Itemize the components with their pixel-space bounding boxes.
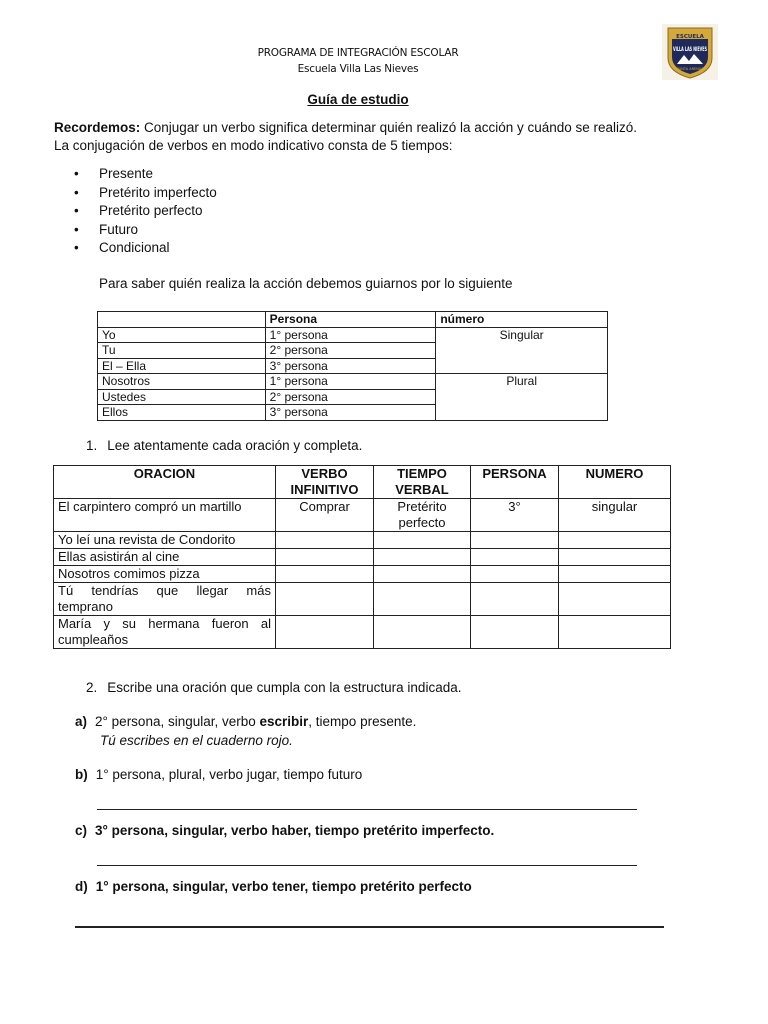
answer-cell[interactable]	[559, 532, 671, 549]
persona-cell: 3°	[471, 499, 559, 532]
oracion-cell: Nosotros comimos pizza	[54, 566, 276, 583]
table-header-row	[98, 312, 608, 328]
intro-bold: Recordemos:	[54, 120, 141, 135]
item-b	[75, 766, 362, 784]
header-line: TIEMPO	[397, 466, 447, 481]
answer-cell[interactable]	[471, 583, 559, 616]
item-label: a)	[75, 714, 88, 729]
persona-table	[97, 311, 608, 421]
question-number: 1.	[86, 438, 98, 453]
table-row	[54, 532, 671, 549]
question-text: Lee atentamente cada oración y completa.	[107, 438, 363, 453]
cell-line: Pretérito	[397, 499, 447, 514]
table-header	[374, 466, 471, 499]
persona-cell: 3° persona	[265, 358, 436, 374]
logo-name-text: VILLA LAS NIEVES	[673, 46, 707, 53]
list-item: • Condicional	[54, 239, 217, 258]
school-logo	[662, 24, 718, 80]
tenses-list	[54, 165, 217, 258]
logo-top-text: ESCUELA	[676, 34, 704, 40]
item-label: b)	[75, 767, 88, 782]
answer-cell[interactable]	[559, 549, 671, 566]
pronoun-cell: Ustedes	[98, 389, 266, 405]
table-header: PERSONA	[471, 466, 559, 499]
oracion-cell	[54, 583, 276, 616]
answer-cell[interactable]	[374, 583, 471, 616]
item-a	[75, 713, 416, 731]
answer-line-c[interactable]	[97, 865, 637, 866]
table-row	[54, 566, 671, 583]
table-row	[54, 616, 671, 649]
oracion-cell: Ellas asistirán al cine	[54, 549, 276, 566]
table-header	[276, 466, 374, 499]
oracion-cell: Yo leí una revista de Condorito	[54, 532, 276, 549]
item-text: 3° persona, singular, verbo haber, tiempo pretérito imperfecto.	[95, 823, 495, 838]
question-1	[86, 437, 362, 455]
cell-line: María y su hermana fueron al	[58, 616, 271, 631]
program-title: PROGRAMA DE INTEGRACIÓN ESCOLAR	[257, 47, 459, 59]
answer-cell[interactable]	[471, 566, 559, 583]
header-line: VERBO	[301, 466, 348, 481]
numero-singular-cell: Singular	[436, 327, 608, 374]
persona-cell: 3° persona	[265, 405, 436, 421]
table-header: Persona	[265, 312, 436, 328]
list-item: • Pretérito imperfecto	[54, 184, 217, 203]
question-text: Escribe una oración que cumpla con la estructura indicada.	[107, 680, 462, 695]
table-header: ORACION	[54, 466, 276, 499]
answer-cell[interactable]	[471, 532, 559, 549]
list-item: • Futuro	[54, 221, 217, 240]
item-c	[75, 822, 494, 840]
answer-cell[interactable]	[559, 566, 671, 583]
logo-bottom-text: PUNTA ARENAS	[676, 67, 704, 71]
answer-line-d[interactable]	[75, 926, 664, 928]
table-row	[54, 583, 671, 616]
oracion-cell: El carpintero compró un martillo	[54, 499, 276, 532]
intro-paragraph	[54, 119, 694, 155]
item-d	[75, 878, 472, 896]
answer-cell[interactable]	[276, 583, 374, 616]
cell-line: Tú tendrías que llegar más	[58, 583, 271, 598]
item-bold-verb: escribir	[259, 714, 309, 729]
cell-line: perfecto	[398, 514, 446, 530]
numero-plural-cell: Plural	[436, 374, 608, 421]
table-row	[98, 374, 608, 390]
answer-cell[interactable]	[276, 549, 374, 566]
intro-text-2: La conjugación de verbos en modo indicativo consta de 5 tiempos:	[54, 138, 453, 153]
verbo-cell: Comprar	[276, 499, 374, 532]
item-text: 1° persona, plural, verbo jugar, tiempo futuro	[95, 767, 363, 782]
guide-text: Para saber quién realiza la acción debemos guiarnos por lo siguiente	[99, 276, 513, 291]
conjugation-table	[53, 465, 671, 649]
list-item: • Presente	[54, 165, 217, 184]
table-row	[98, 327, 608, 343]
cell-line: temprano	[58, 598, 113, 614]
answer-cell[interactable]	[374, 549, 471, 566]
table-row	[54, 499, 671, 532]
persona-cell: 1° persona	[265, 374, 436, 390]
pronoun-cell: Nosotros	[98, 374, 266, 390]
table-header	[98, 312, 266, 328]
table-header-row	[54, 466, 671, 499]
page-title: Guía de estudio	[307, 92, 409, 107]
item-text: 2° persona, singular, verbo	[95, 714, 260, 729]
answer-cell[interactable]	[559, 616, 671, 649]
persona-cell: 2° persona	[265, 343, 436, 359]
numero-cell: singular	[559, 499, 671, 532]
tiempo-cell	[374, 499, 471, 532]
list-item: • Pretérito perfecto	[54, 202, 217, 221]
table-header: número	[436, 312, 608, 328]
answer-cell[interactable]	[471, 616, 559, 649]
answer-cell[interactable]	[559, 583, 671, 616]
table-row	[54, 549, 671, 566]
school-name: Escuela Villa Las Nieves	[297, 63, 419, 75]
item-label: d)	[75, 879, 88, 894]
persona-cell: 2° persona	[265, 389, 436, 405]
table-header: NUMERO	[559, 466, 671, 499]
intro-text-1: Conjugar un verbo significa determinar quién realizó la acción y cuándo se realizó.	[140, 120, 638, 135]
pronoun-cell: El – Ella	[98, 358, 266, 374]
answer-cell[interactable]	[471, 549, 559, 566]
pronoun-cell: Yo	[98, 327, 266, 343]
pronoun-cell: Tu	[98, 343, 266, 359]
item-text: 1° persona, singular, verbo tener, tiempo pretérito perfecto	[95, 879, 472, 894]
answer-cell[interactable]	[276, 532, 374, 549]
answer-cell[interactable]	[374, 566, 471, 583]
pronoun-cell: Ellos	[98, 405, 266, 421]
persona-cell: 1° persona	[265, 327, 436, 343]
item-text: , tiempo presente.	[308, 714, 417, 729]
answer-cell[interactable]	[276, 566, 374, 583]
cell-line: cumpleaños	[58, 631, 129, 647]
item-a-example: Tú escribes en el cuaderno rojo.	[100, 733, 293, 748]
answer-cell[interactable]	[276, 616, 374, 649]
oracion-cell	[54, 616, 276, 649]
header-line: INFINITIVO	[290, 482, 359, 497]
header-line: VERBAL	[395, 482, 449, 497]
item-label: c)	[75, 823, 88, 838]
answer-cell[interactable]	[374, 616, 471, 649]
question-2	[86, 679, 461, 697]
answer-cell[interactable]	[374, 532, 471, 549]
question-number: 2.	[86, 680, 98, 695]
answer-line-b[interactable]	[97, 809, 637, 810]
